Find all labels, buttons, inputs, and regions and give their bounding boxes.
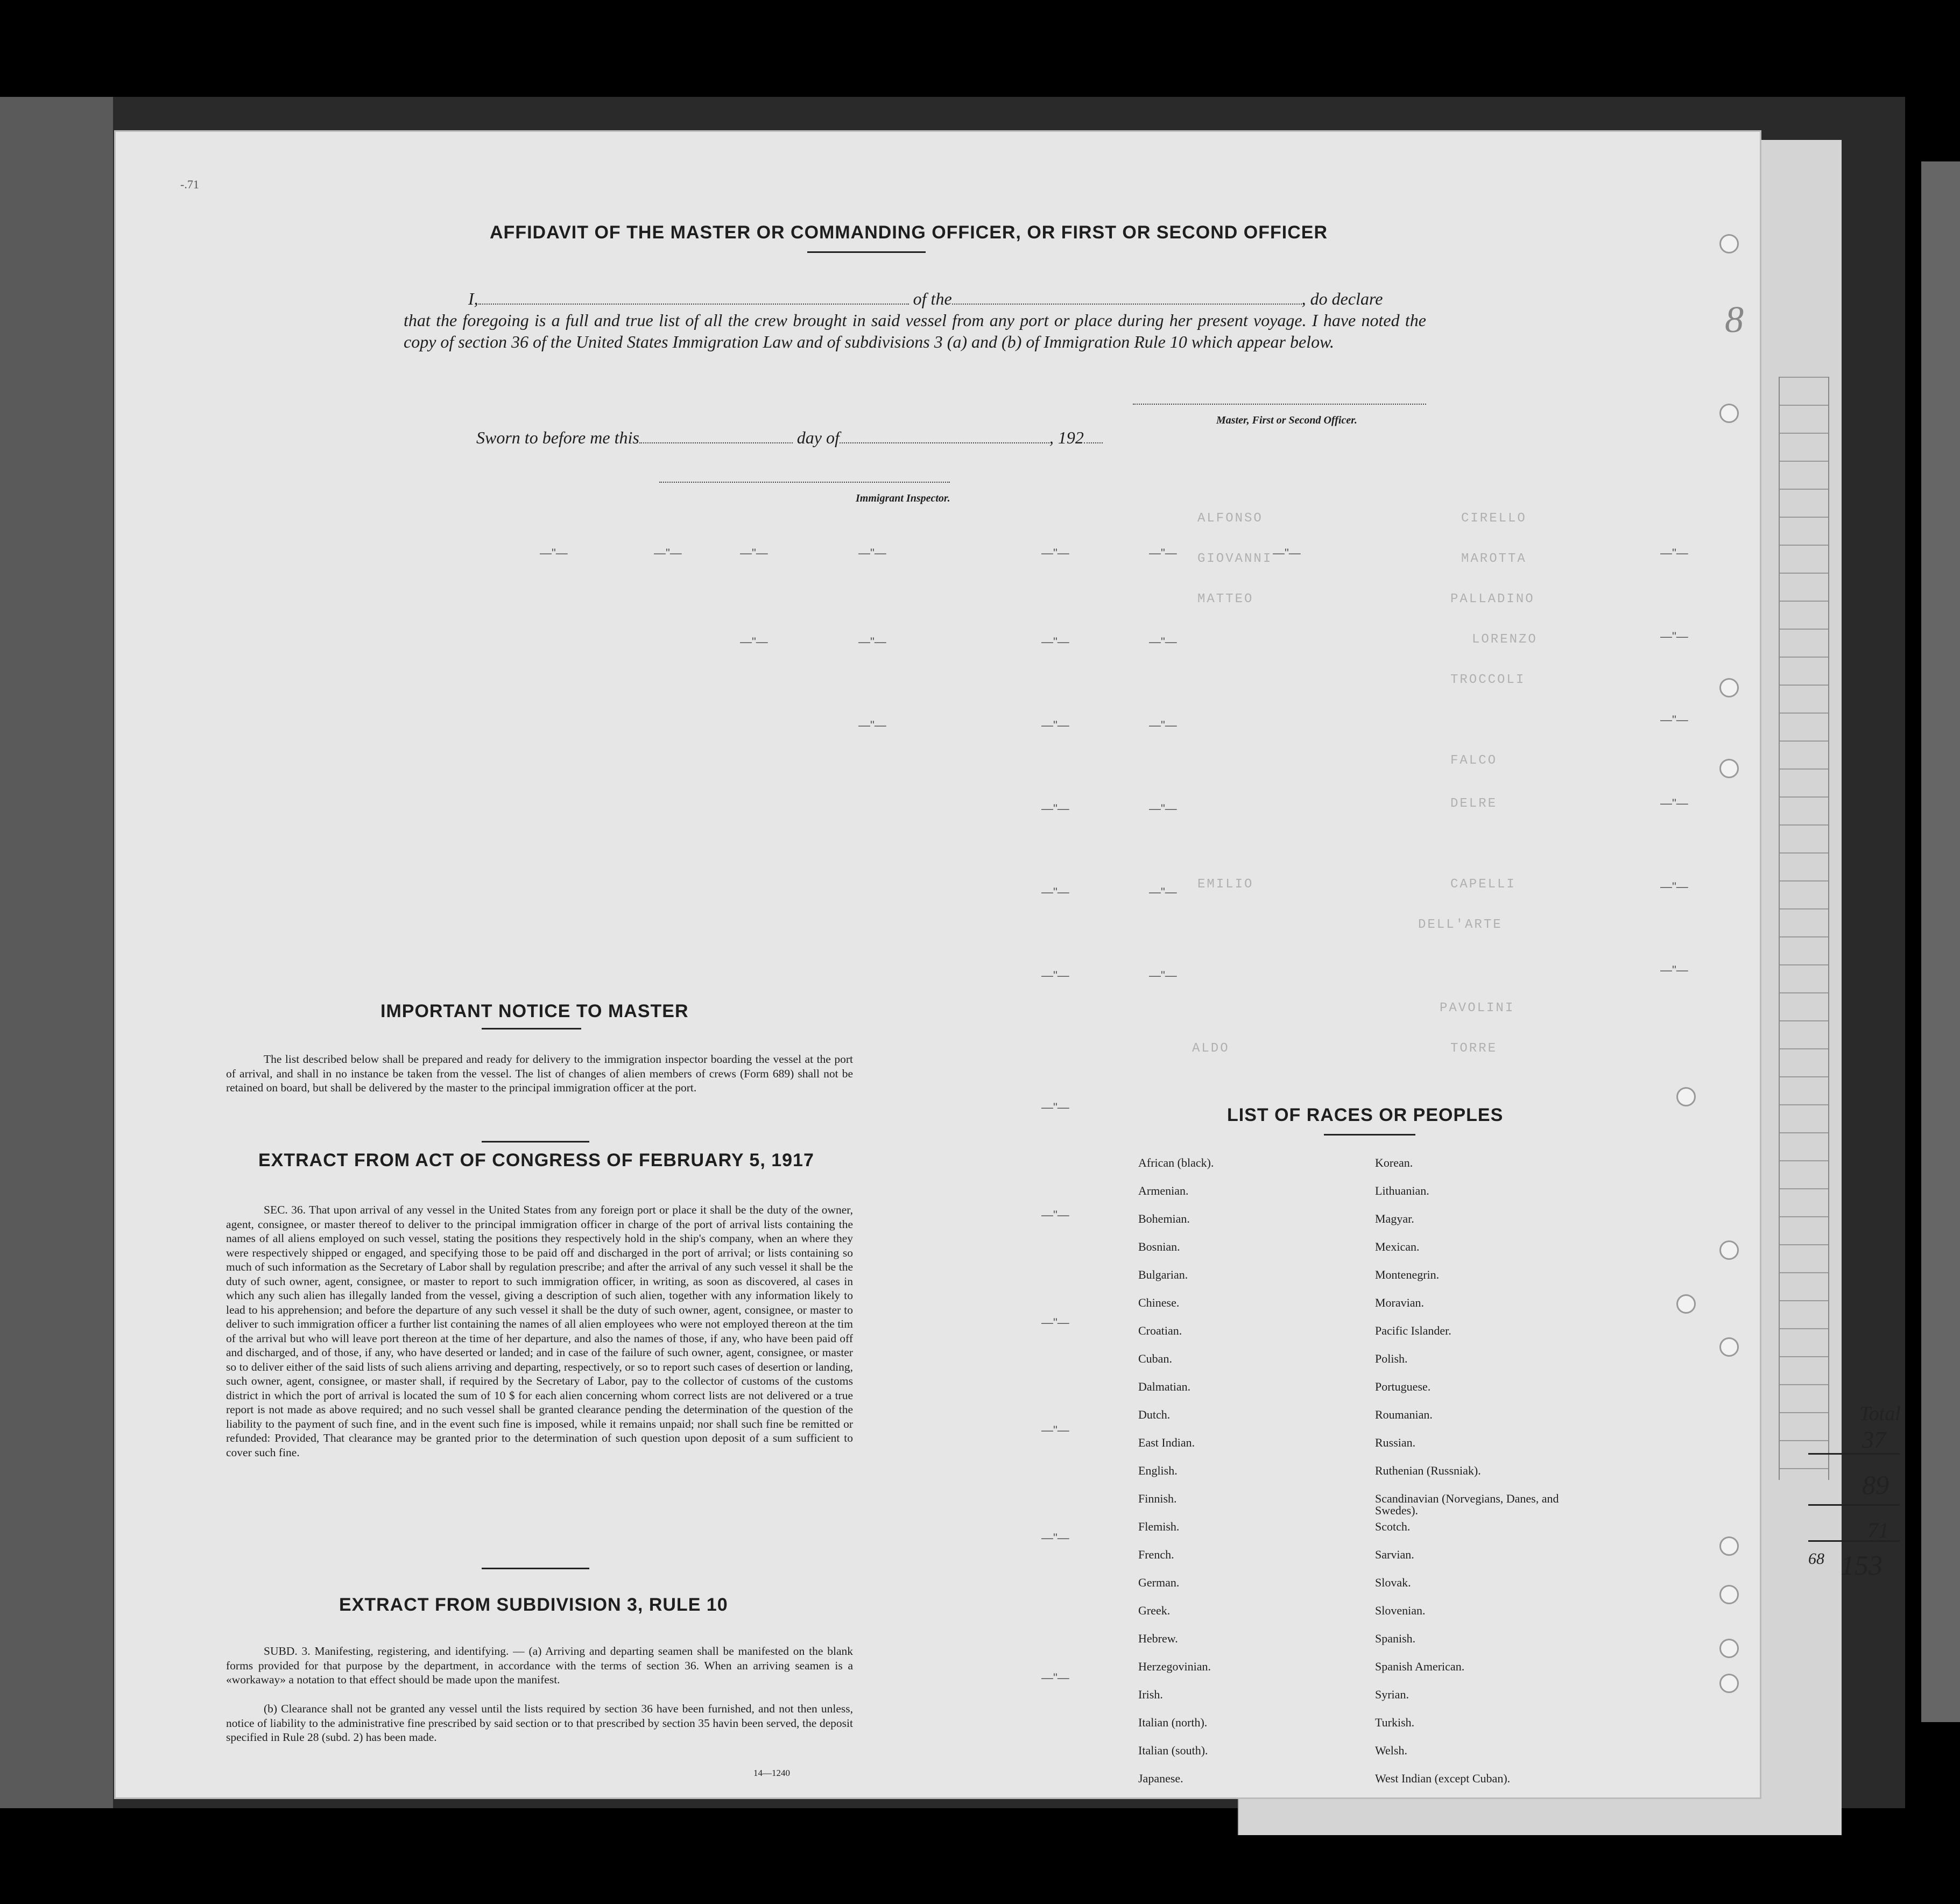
sworn-year-blank[interactable]	[1084, 442, 1103, 443]
tally-rule	[1808, 1540, 1900, 1542]
race-item: Portuguese.	[1375, 1380, 1431, 1393]
bleed-through-text: TROCCOLI	[1450, 673, 1526, 687]
race-item: Polish.	[1375, 1352, 1408, 1365]
top-left-mark: -.71	[180, 178, 199, 191]
ditto-mark: —"—	[1041, 885, 1069, 899]
bleed-through-text: FALCO	[1450, 753, 1498, 768]
race-item: Finnish.	[1138, 1492, 1177, 1505]
race-item: Bosnian.	[1138, 1240, 1180, 1253]
race-item: Bulgarian.	[1138, 1268, 1188, 1281]
punch-hole	[1676, 1087, 1696, 1106]
bleed-through-text: DELRE	[1450, 796, 1498, 811]
punch-hole	[1719, 1536, 1739, 1556]
bleed-through-text: PALLADINO	[1450, 592, 1535, 607]
officer-caption: Master, First or Second Officer.	[1216, 414, 1357, 426]
bleed-through-text: ALFONSO	[1197, 511, 1263, 526]
race-item: Cuban.	[1138, 1352, 1172, 1365]
ditto-mark: —"—	[654, 546, 682, 560]
ditto-mark: —"—	[740, 546, 768, 560]
declare-label: , do declare	[1301, 289, 1383, 308]
race-item: Italian (north).	[1138, 1716, 1208, 1729]
ditto-mark: —"—	[1149, 885, 1177, 899]
tally-value-3: 71	[1867, 1518, 1889, 1542]
punch-hole	[1719, 1639, 1739, 1658]
punch-hole	[1719, 404, 1739, 423]
race-item: Spanish.	[1375, 1632, 1416, 1645]
form-number: 14—1240	[753, 1768, 790, 1778]
race-item: Greek.	[1138, 1604, 1171, 1617]
tally-rule	[1808, 1504, 1900, 1506]
race-item: Lithuanian.	[1375, 1184, 1429, 1197]
race-item: Magyar.	[1375, 1212, 1414, 1225]
affidavit-form-page	[116, 132, 1760, 1797]
day-of-label: day of	[796, 428, 840, 447]
of-the-label: of the	[913, 289, 952, 308]
race-item: Scandinavian (Norvegians, Danes, and Swedes).	[1375, 1492, 1559, 1517]
sworn-month-blank[interactable]	[840, 442, 1049, 443]
ditto-mark: —"—	[540, 546, 568, 560]
bleed-through-text: PAVOLINI	[1440, 1001, 1515, 1016]
race-item: Spanish American.	[1375, 1660, 1465, 1673]
ditto-mark: —"—	[1041, 1316, 1069, 1329]
ditto-mark: —"—	[1041, 802, 1069, 815]
race-item: Mexican.	[1375, 1240, 1420, 1253]
race-item: Ruthenian (Russniak).	[1375, 1464, 1481, 1477]
bleed-through-text: ALDO	[1192, 1041, 1230, 1056]
bleed-through-text: MATTEO	[1197, 592, 1254, 607]
punch-hole	[1676, 1294, 1696, 1314]
tally-value-1: 37	[1862, 1427, 1886, 1453]
affidavit-first-line	[404, 288, 1426, 309]
bleed-through-text: MAROTTA	[1461, 552, 1527, 566]
race-item: Roumanian.	[1375, 1408, 1433, 1421]
vessel-blank[interactable]	[952, 304, 1302, 305]
race-item: Japanese.	[1138, 1772, 1183, 1785]
race-item: East Indian.	[1138, 1436, 1195, 1449]
tally-prefix: 68	[1808, 1550, 1824, 1568]
race-item: West Indian (except Cuban).	[1375, 1772, 1511, 1785]
ditto-mark: —"—	[1660, 796, 1688, 810]
heading-rule	[482, 1568, 589, 1569]
ditto-mark: —"—	[1041, 1423, 1069, 1437]
race-item: Turkish.	[1375, 1716, 1415, 1729]
punch-hole	[1719, 1337, 1739, 1357]
races-heading: LIST OF RACES OR PEOPLES	[1227, 1105, 1504, 1125]
ditto-mark: —"—	[740, 635, 768, 648]
race-item: Bohemian.	[1138, 1212, 1190, 1225]
bleed-through-text: DELL'ARTE	[1418, 918, 1503, 932]
handwritten-mark: 8	[1725, 299, 1744, 341]
bleed-through-text: EMILIO	[1197, 877, 1254, 892]
ditto-mark: —"—	[1041, 635, 1069, 648]
punch-hole	[1719, 1240, 1739, 1260]
adjacent-document-left	[0, 97, 113, 1808]
race-item: Sarvian.	[1375, 1548, 1414, 1561]
ditto-mark: —"—	[1041, 718, 1069, 732]
race-item: Korean.	[1375, 1156, 1413, 1169]
ditto-mark: —"—	[1149, 718, 1177, 732]
ditto-mark: —"—	[1149, 969, 1177, 982]
tally-rule	[1808, 1453, 1900, 1455]
bleed-through-text: TORRE	[1450, 1041, 1498, 1056]
name-blank[interactable]	[478, 304, 909, 305]
bleed-through-text: GIOVANNI	[1197, 552, 1273, 566]
race-item: Herzegovinian.	[1138, 1660, 1211, 1673]
ditto-mark: —"—	[1660, 963, 1688, 977]
i-label: I,	[468, 289, 478, 308]
races-list-right	[1375, 1157, 1569, 1801]
ditto-mark: —"—	[858, 546, 886, 560]
officer-signature-line[interactable]	[1133, 404, 1426, 405]
race-item: Croatian.	[1138, 1324, 1182, 1337]
affidavit-body: that the foregoing is a full and true list of all the crew brought in said vessel from any port or place during her present voyage. I have noted the copy of section 36 of the United States Immigration Law and of subdivisions 3 (a) and (b) of Immigration Rule 10 which appear below.	[404, 311, 1426, 351]
inspector-caption: Immigrant Inspector.	[856, 492, 950, 504]
punch-hole	[1719, 678, 1739, 697]
ditto-mark: —"—	[1660, 630, 1688, 643]
ditto-mark: —"—	[1041, 546, 1069, 560]
race-item: French.	[1138, 1548, 1174, 1561]
bleed-through-text: CAPELLI	[1450, 877, 1516, 892]
ditto-mark: —"—	[1041, 1671, 1069, 1684]
race-item: Hebrew.	[1138, 1632, 1178, 1645]
rule-heading: EXTRACT FROM SUBDIVISION 3, RULE 10	[339, 1595, 728, 1615]
race-item: Moravian.	[1375, 1296, 1425, 1309]
bleed-through-text: LORENZO	[1472, 632, 1538, 647]
race-item: Russian.	[1375, 1436, 1416, 1449]
ditto-mark: —"—	[1660, 713, 1688, 727]
ditto-mark: —"—	[1660, 880, 1688, 893]
race-item: Irish.	[1138, 1688, 1163, 1701]
ditto-mark: —"—	[858, 718, 886, 732]
tally-value-2: 89	[1862, 1470, 1889, 1500]
tally-total-label: Total	[1859, 1402, 1901, 1425]
act-section-36-body: SEC. 36. That upon arrival of any vessel in the United States from any foreign port or place it shall be the duty of the owner, agent, consignee, or master thereof to deliver to the principal immigration officer in charge of the port of arrival lists containing the names of all aliens employed on such vessel, stating the positions they respectively hold in the ship's company, when an where they were respectively shipped or engaged, and specifying those to be paid off and discharged in the port of arrival; or lists containing so much of such information as the Secretary of Labor shall by regulation prescribe; and after the arrival of any such vessel it shall be the duty of such owner, agent, consignee, or master to report to such immigration officer, in writing, as soon as discovered, al cases in which any such alien has illegally landed from the vessel, giving a description of such alien, together with any information likely to lead to his apprehension; and before the departure of any such vessel it shall be the duty of such owner, agent, consignee, or master to deliver to such immigration officer a further list containing the names of all alien employees who were not employed thereon at the tim of the arrival but who will leave port thereon at the time of her departure, and also the names of those, if any, who have been paid off and discharged, and of those, if any, who have deserted or landed; and in case of the failure of such owner, agent, consignee, or master so to deliver either of the said lists of such aliens arriving and departing, respectively, or so to report such cases of desertion or landing, such owner, agent, consignee, or master shall, if required by the Secretary of Labor, pay to the collector of customs of the customs district in which the port of arrival is located the sum of 10 $ for each alien concerning whom correct lists are not delivered or a true report is not made as above required; and no such vessel shall be granted clearance pending the determination of the question of the liability to the payment of such fine, and in the event such fine is imposed, while it remains unpaid; nor shall such fine be remitted or refunded: Provided, That clearance may be granted prior to the determination of such question upon deposit of a sum sufficient to cover such fine.	[226, 1203, 853, 1459]
race-item: Scotch.	[1375, 1520, 1411, 1533]
race-item: Slovenian.	[1375, 1604, 1426, 1617]
race-item: Slovak.	[1375, 1576, 1411, 1589]
bleed-through-text: CIRELLO	[1461, 511, 1527, 526]
ditto-mark: —"—	[858, 635, 886, 648]
punch-hole	[1719, 759, 1739, 778]
sworn-label: Sworn to before me this	[476, 428, 639, 447]
sworn-day-blank[interactable]	[639, 442, 793, 443]
race-item: Syrian.	[1375, 1688, 1409, 1701]
race-item: English.	[1138, 1464, 1178, 1477]
race-item: Pacific Islander.	[1375, 1324, 1451, 1337]
heading-rule	[807, 251, 926, 253]
sworn-line	[476, 427, 1103, 448]
tally-value-4: 153	[1841, 1550, 1883, 1581]
punch-hole	[1719, 1674, 1739, 1693]
punch-hole	[1719, 1585, 1739, 1604]
race-item: German.	[1138, 1576, 1180, 1589]
notice-heading: IMPORTANT NOTICE TO MASTER	[380, 1001, 689, 1021]
heading-rule	[1324, 1134, 1415, 1136]
ditto-mark: —"—	[1041, 1101, 1069, 1114]
races-list-left	[1138, 1157, 1214, 1801]
punch-hole	[1719, 234, 1739, 253]
race-item: Montenegrin.	[1375, 1268, 1440, 1281]
ditto-mark: —"—	[1041, 1531, 1069, 1545]
race-item: Italian (south).	[1138, 1744, 1208, 1757]
act-heading: EXTRACT FROM ACT OF CONGRESS OF FEBRUARY 5, 1917	[258, 1150, 814, 1170]
race-item: Chinese.	[1138, 1296, 1180, 1309]
race-item: Armenian.	[1138, 1184, 1189, 1197]
inspector-signature-line[interactable]	[659, 482, 950, 483]
adjacent-document-right	[1921, 161, 1960, 1722]
heading-rule	[482, 1028, 581, 1029]
ditto-mark: —"—	[1273, 546, 1301, 560]
affidavit-heading: AFFIDAVIT OF THE MASTER OR COMMANDING OFFICER, OR FIRST OR SECOND OFFICER	[490, 222, 1328, 243]
ditto-mark: —"—	[1149, 635, 1177, 648]
race-item: Dutch.	[1138, 1408, 1171, 1421]
ditto-mark: —"—	[1149, 802, 1177, 815]
ditto-mark: —"—	[1041, 1208, 1069, 1222]
race-item: Welsh.	[1375, 1744, 1407, 1757]
notice-body: The list described below shall be prepared and ready for delivery to the immigration inspector boarding the vessel at the port of arrival, and shall in no instance be taken from the vessel. The list of changes of alien members of crews (Form 689) shall not be retained on board, but shall be delivered by the master to the principal immigration officer at the port.	[226, 1053, 853, 1094]
heading-rule	[482, 1141, 589, 1143]
ditto-mark: —"—	[1660, 546, 1688, 560]
ditto-mark: —"—	[1149, 546, 1177, 560]
ruled-column-strip	[1779, 377, 1829, 1480]
year-label: , 192	[1049, 428, 1084, 447]
race-item: Flemish.	[1138, 1520, 1180, 1533]
rule-subdivision-a: SUBD. 3. Manifesting, registering, and identifying. — (a) Arriving and departing seamen shall be manifested on the blank forms provided for that purpose by the department, in accordance with the terms of section 36. When an arriving seamen is a «workaway» a notation to that effect should be made upon the manifest.	[226, 1645, 853, 1686]
race-item: African (black).	[1138, 1156, 1214, 1169]
race-item: Dalmatian.	[1138, 1380, 1191, 1393]
rule-subdivision-b: (b) Clearance shall not be granted any vessel until the lists required by section 36 have been furnished, and not then unless, notice of liability to the administrative fine prescribed by said section or to that prescribed by section 35 havin been served, the deposit specified in Rule 28 (subd. 2) has been made.	[226, 1702, 853, 1744]
ditto-mark: —"—	[1041, 969, 1069, 982]
